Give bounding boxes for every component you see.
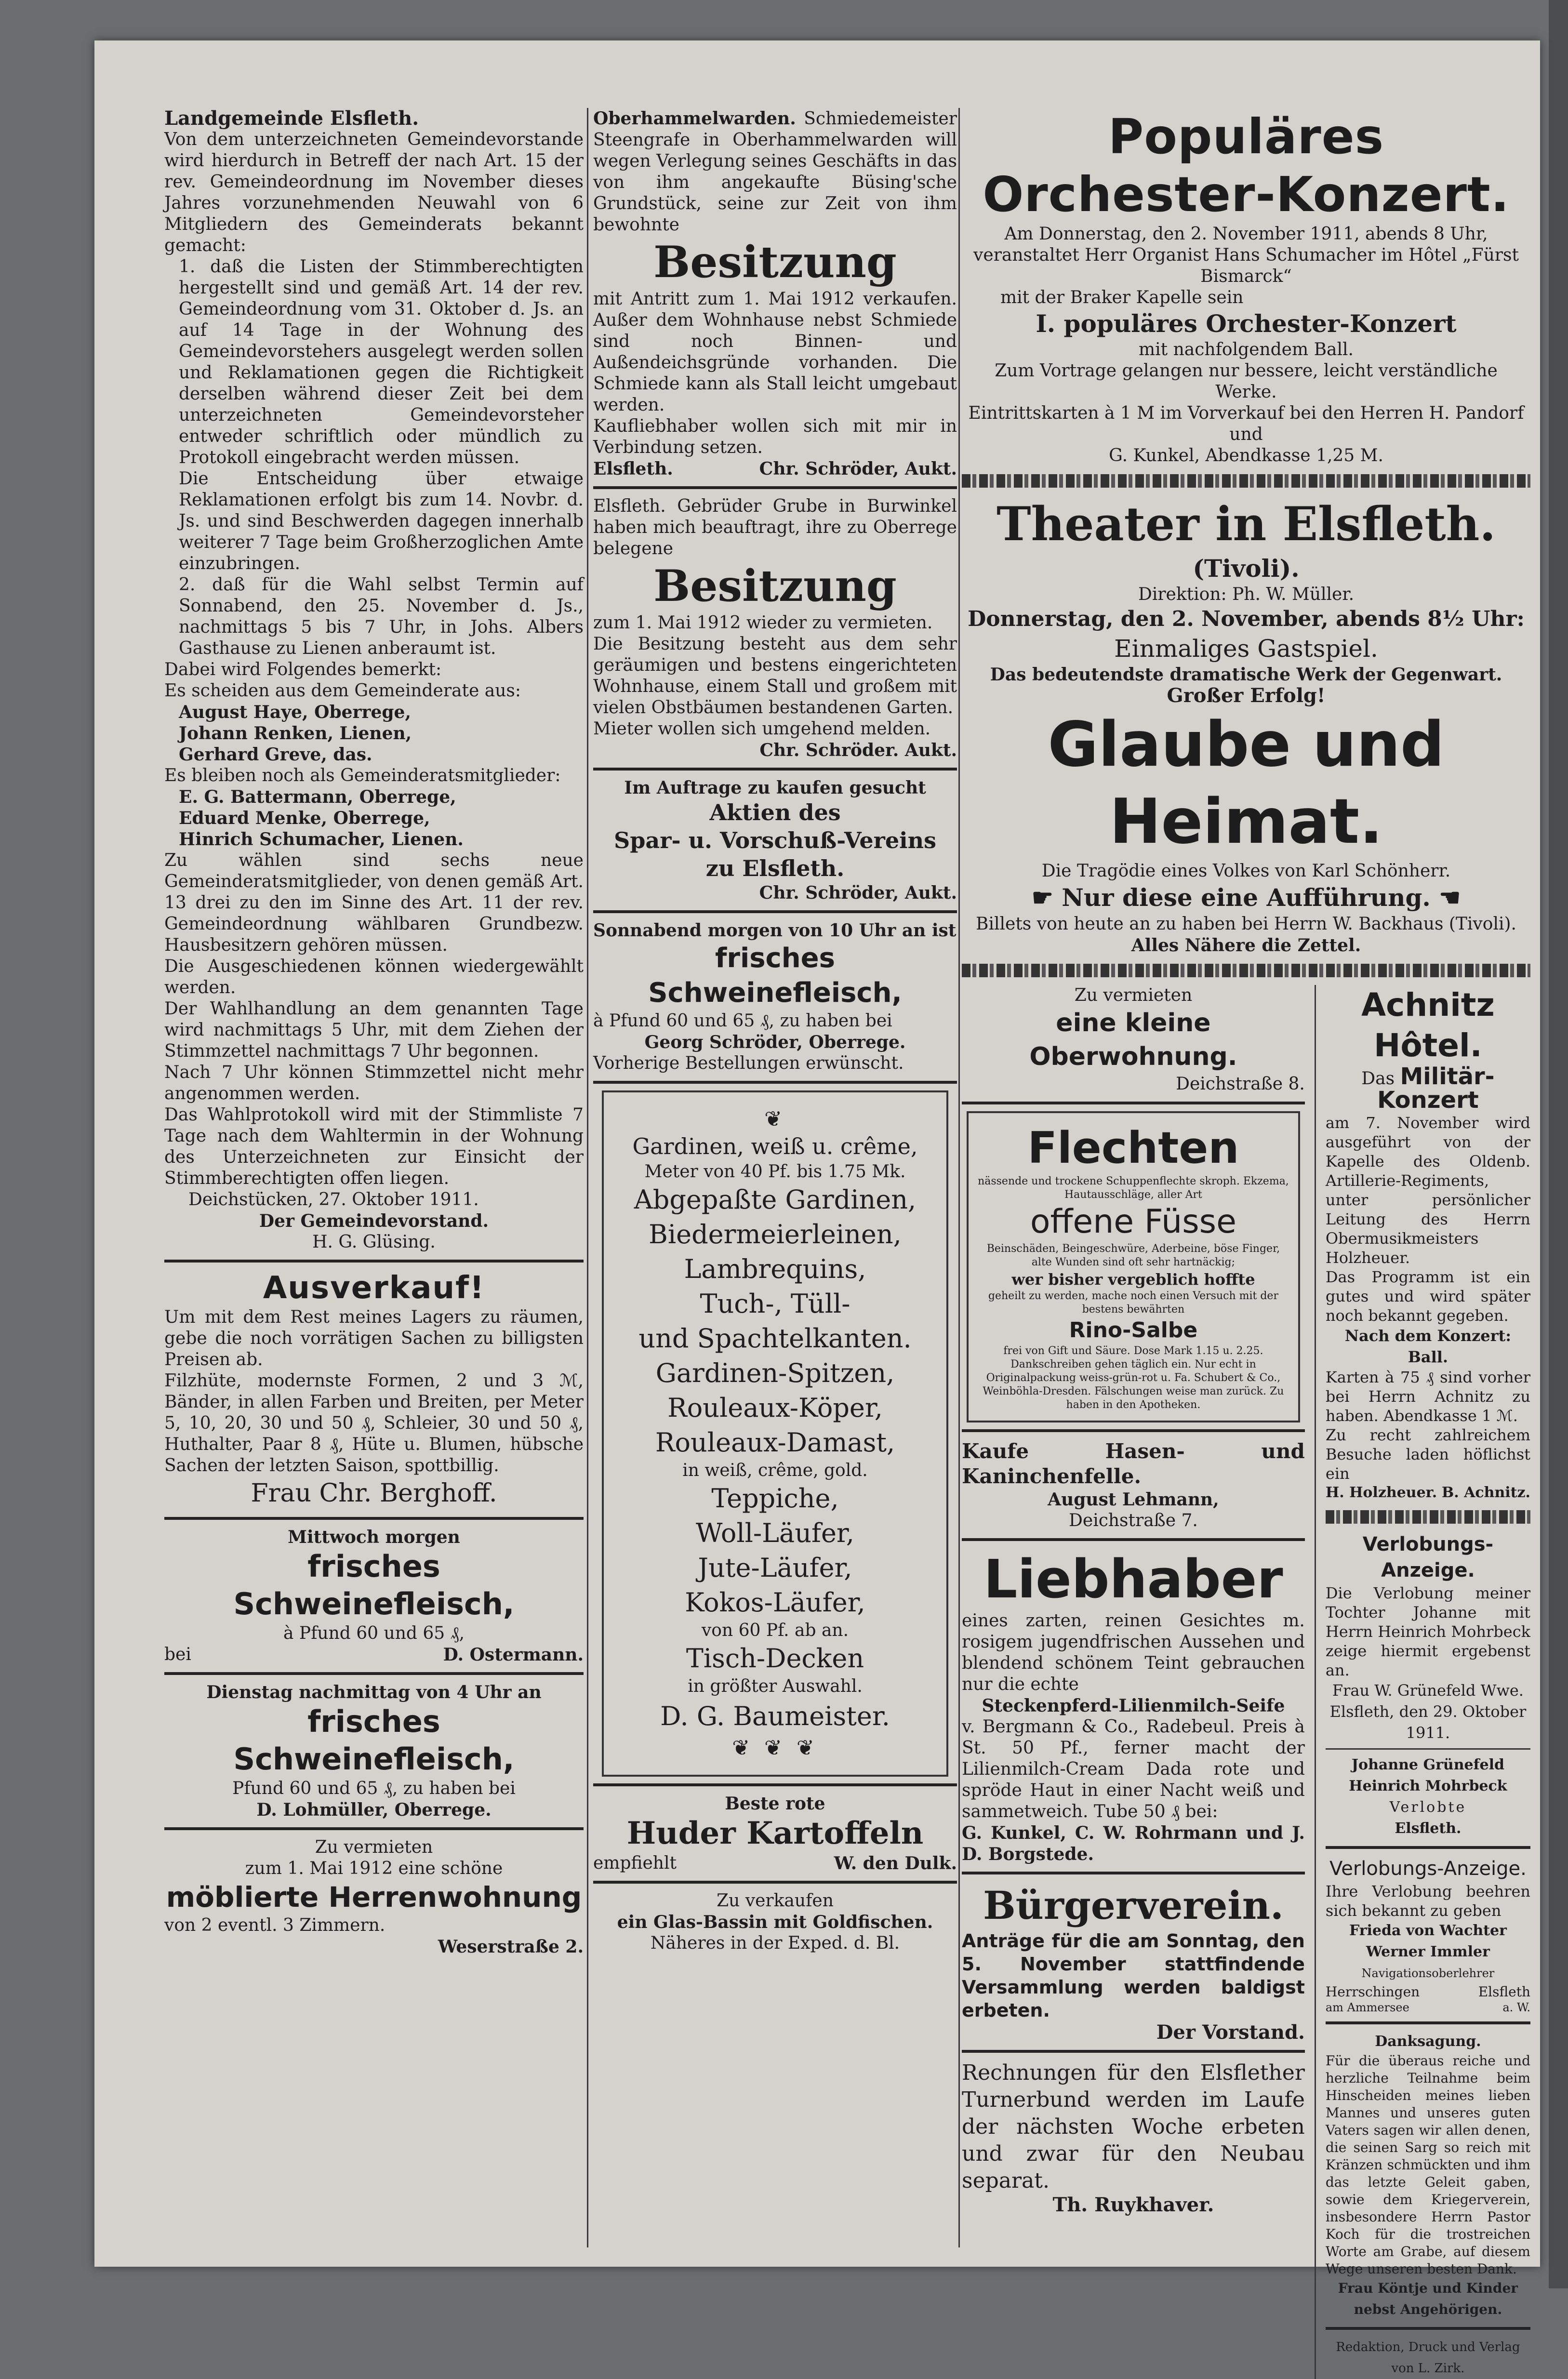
ad-title: Besitzung — [653, 560, 897, 611]
notice-item: 1. daß die Listen der Stimmberechtigten hergestellt sind und gemäß Art. 14 der rev. Gemeindeordnung vom 31. Oktober d. Js. an auf 14 Tage in der Wohnung des Gemeindevorstehers ausgelegt werden sollen und Reklamationen gegen die Richtigkeit derselben während dieser Zeit bei dem unterzeichneten Gemeindevorsteher entweder schriftlich oder mündlich zu Protokoll eingebracht werden müssen. — [179, 257, 584, 467]
divider — [1326, 2327, 1530, 2330]
ad-address: Deichstraße 7. — [1069, 1511, 1198, 1530]
divider — [164, 1672, 584, 1675]
ad-text: Ihre Verlobung beehren sich bekannt zu geben — [1325, 1882, 1530, 1920]
ad-text: empfiehlt — [593, 1853, 677, 1873]
curtain-line: Gardinen-Spitzen, — [655, 1358, 895, 1388]
curtain-line: Tisch-Decken — [686, 1643, 864, 1674]
curtain-line: von 60 Pf. ab an. — [701, 1621, 849, 1640]
ad-heading: Zu verkaufen — [717, 1891, 834, 1911]
ad-text: Rechnungen für den Elsflether Turnerbund werden im Laufe der nächsten Woche erbeten und zwar für den Neubau separat. — [962, 2060, 1305, 2193]
ad-text: Für die überaus reiche und herzliche Teilnahme beim Hinscheiden meines lieben Mannes und unseres guten Vaters sagen wir allen denen, die seinen Sarg so reich mit Kränzen schmückten und ihm das letzte Geleit gaben, sowie dem Kriegerverein, insbesondere Herrn Pastor Koch für die trostreichen Worte am Grabe, auf diesem Wege unseren besten Dank. — [1325, 2053, 1530, 2277]
ad-text: à Pfund 60 und 65 ₰, — [283, 1623, 465, 1643]
ad-text: Um mit dem Rest meines Lagers zu räumen, gebe die noch vorrätigen Sachen zu billigsten Preisen ab. — [164, 1307, 584, 1369]
ad-text: Herrschingen — [1325, 1984, 1420, 2000]
ad-text: Elsfleth. Gebrüder Grube in Burwinkel haben mich beauftragt, ihre zu Oberrege belegene — [593, 496, 957, 558]
ad-text: bei — [164, 1645, 191, 1664]
imprint: Redaktion, Druck und Verlag von L. Zirk. — [1336, 2340, 1520, 2376]
concert-text: Eintrittskarten à 1 M im Vorverkauf bei den Herren H. Pandorf und — [968, 403, 1524, 444]
ad-text: von 2 eventl. 3 Zimmern. — [164, 1915, 385, 1935]
ad-title: Militär-Konzert — [1377, 1063, 1495, 1114]
curtain-line: in weiß, crême, gold. — [682, 1461, 868, 1480]
column-right — [962, 108, 1530, 2376]
ad-title: Spar- u. Vorschuß-Vereins — [614, 827, 936, 853]
curtain-line: Jute-Läufer, — [698, 1553, 852, 1583]
ad-signature: Chr. Schröder, Aukt. — [759, 459, 957, 479]
notice-signer: Der Gemeindevorstand. — [259, 1211, 489, 1231]
ad-heading: Zu vermieten — [1074, 985, 1193, 1005]
ad-title: Ausverkauf! — [263, 1270, 485, 1306]
ad-text: Elsfleth, den 29. Oktober 1911. — [1329, 1702, 1527, 1742]
ad-title: Steckenpferd-Lilienmilch-Seife — [982, 1696, 1285, 1716]
notice-text: Die Ausgeschiedenen können wiedergewählt werden. — [164, 957, 584, 997]
curtain-line: und Spachtelkanten. — [638, 1323, 912, 1354]
ad-title: frisches Schweinefleisch, — [233, 1549, 515, 1621]
pointing-hand-icon: ☚ — [1430, 883, 1461, 912]
ad-title: frisches Schweinefleisch, — [648, 943, 902, 1009]
ad-text: Anträge für die am Sonntag, den 5. November stattfindende Versammlung werden baldigst erbeten. — [962, 1930, 1305, 2021]
notice-item: Die Entscheidung über etwaige Reklamationen erfolgt bis zum 14. Novbr. d. Js. und sind Beschwerden dagegen innerhalb weiterer 7 Tage beim Großherzoglichen Amte einzubringen. — [179, 469, 584, 573]
pointing-hand-icon: ☛ — [1031, 883, 1062, 912]
divider — [962, 1429, 1305, 1432]
ad-text: Zu recht zahlreichem Besuche laden höflichst ein — [1325, 1426, 1530, 1483]
concert-text: mit nachfolgendem Ball. — [1139, 340, 1354, 359]
ornament-band — [962, 474, 1530, 488]
ad-text: Sonnabend morgen von 10 Uhr an ist — [593, 920, 957, 941]
ad-address: Deichstraße 8. — [1176, 1074, 1305, 1094]
divider — [593, 1881, 957, 1884]
concert-text: veranstaltet Herr Organist Hans Schumacher im Hôtel „Fürst Bismarck“ — [973, 245, 1519, 286]
newspaper-page — [94, 40, 1540, 2376]
notice-signer-name: H. G. Glüsing. — [312, 1232, 436, 1252]
divider — [164, 1827, 584, 1830]
theater-text: Großer Erfolg! — [1167, 684, 1326, 707]
column-left — [164, 108, 584, 2247]
ad-text: zum 1. Mai 1912 eine schöne — [245, 1859, 503, 1878]
subcolumn-left — [962, 985, 1305, 2379]
name-entry: Gerhard Greve, das. — [179, 744, 372, 765]
ad-signature: H. Holzheuer. — [1325, 1484, 1437, 1501]
ad-name: G. Kunkel, C. W. Rohrmann und J. D. Borgstede. — [962, 1823, 1305, 1864]
curtain-line: Meter von 40 Pf. bis 1.75 Mk. — [644, 1162, 906, 1182]
ad-title: Flechten — [1027, 1123, 1239, 1173]
divider — [593, 768, 957, 771]
ad-title: Kaufe Hasen- und Kaninchenfelle. — [962, 1439, 1305, 1488]
curtain-line: Woll-Läufer, — [696, 1518, 854, 1548]
ad-signature: Chr. Schröder, Aukt. — [759, 883, 957, 903]
ad-name: August Lehmann, — [1048, 1489, 1219, 1510]
ad-text: Im Auftrage zu kaufen gesucht — [624, 778, 926, 798]
divider — [962, 1872, 1305, 1874]
notice-text: Zu wählen sind sechs neue Gemeinderatsmitglieder, von denen gemäß Art. 13 drei zu den im Sinne des Art. 11 der rev. Gemeindeordnung wählbaren Grundbezw. Hausbesitzern gehören müssen. — [164, 851, 584, 955]
ad-signature: B. Achnitz. — [1441, 1484, 1530, 1501]
ad-signature: Chr. Schröder. Aukt. — [759, 740, 957, 760]
divider — [962, 1102, 1305, 1104]
concert-subtitle: I. populäres Orchester-Konzert — [1036, 309, 1457, 338]
curtain-line: Kokos-Läufer, — [685, 1587, 865, 1618]
salve-ad — [967, 1111, 1300, 1422]
theater-text: Billets von heute an zu haben bei Herrn W. Backhaus (Tivoli). — [976, 914, 1516, 934]
curtain-line: Rouleaux-Damast, — [655, 1427, 895, 1458]
column-rule — [587, 108, 588, 2247]
ad-text: à Pfund 60 und 65 ₰, zu haben bei — [593, 1011, 892, 1031]
ad-text: wer bisher vergeblich hoffte — [1011, 1270, 1255, 1289]
theater-text: Nur diese eine Aufführung. — [1062, 883, 1431, 912]
ad-title: möblierte Herrenwohnung — [166, 1881, 582, 1914]
ad-heading: Zu vermieten — [315, 1837, 433, 1857]
ad-name: Heinrich Mohrbeck — [1349, 1778, 1507, 1794]
name-entry: E. G. Battermann, Oberrege, — [179, 787, 456, 807]
scanner-edge — [1549, 0, 1568, 2288]
divider — [1326, 1748, 1530, 1750]
ad-title: Aktien des — [709, 799, 841, 825]
curtain-signature: D. G. Baumeister. — [660, 1701, 890, 1731]
divider — [962, 1538, 1305, 1541]
ad-address: Weserstraße 2. — [438, 1937, 584, 1957]
ad-text: Schmiedemeister Steengrafe in Oberhammelwarden will wegen Verlegung seines Geschäfts in das von ihm angekaufte Büsing'sche Grundstück, seine zur Zeit von ihm bewohnte — [593, 109, 957, 235]
ad-text: Elsfleth — [1478, 1984, 1530, 2000]
ad-signature: Frau Köntje und Kinder — [1338, 2280, 1518, 2296]
ad-text: Kaufliebhaber wollen sich mit mir in Verbindung setzen. — [593, 416, 957, 457]
ad-text: nässende und trockene Schuppenflechte skroph. Ekzema, Hautausschläge, aller Art — [978, 1175, 1289, 1201]
divider — [164, 1260, 584, 1263]
ad-title: Liebhaber — [983, 1548, 1283, 1610]
ad-text: Pfund 60 und 65 ₰, zu haben bei — [232, 1779, 516, 1798]
subcolumn-right — [1326, 985, 1530, 2379]
ornament-band — [1326, 1510, 1530, 1524]
theater-text: Einmaliges Gastspiel. — [1114, 635, 1378, 663]
name-entry: Eduard Menke, Oberrege, — [179, 808, 430, 828]
ornament: ❦ ❦ ❦ — [732, 1736, 818, 1760]
notice-text: Das Wahlprotokoll wird mit der Stimmliste 7 Tage nach dem Wahltermin in der Wohnung des Unterzeichneten zur Einsicht der Stimmberechtigten offen liegen. — [164, 1105, 584, 1188]
column-rule — [958, 108, 960, 2247]
divider — [593, 1081, 957, 1084]
column-middle — [593, 108, 957, 2247]
ad-text: geheilt zu werden, mache noch einen Versuch mit der bestens bewährten — [988, 1290, 1278, 1316]
ad-name: Frieda von Wachter — [1349, 1922, 1507, 1939]
ad-text: Beste rote — [725, 1794, 825, 1814]
name-entry: Hinrich Schumacher, Lienen. — [179, 829, 464, 850]
ad-signature: Frau W. Grünefeld Wwe. — [1332, 1681, 1524, 1700]
ad-title: eine kleine Oberwohnung. — [1029, 1009, 1237, 1071]
notice-intro: Von dem unterzeichneten Gemeindevorstande wird hierdurch in Betreff der nach Art. 15 der rev. Gemeindeordnung im November dieses Jahres vorzunehmenden Neuwahl von 6 Mitgliedern des Gemeinderats bekannt gemacht: — [164, 130, 584, 255]
divider — [962, 2050, 1305, 2053]
theater-title: Theater in Elsfleth. — [997, 497, 1496, 551]
ad-signature: nebst Angehörigen. — [1354, 2301, 1502, 2317]
ad-title: offene Füsse — [1030, 1203, 1236, 1241]
ad-name: D. Ostermann. — [443, 1645, 584, 1665]
concert-text: Zum Vortrage gelangen nur bessere, leicht verständliche Werke. — [995, 361, 1498, 402]
notice-date: Deichstücken, 27. Oktober 1911. — [188, 1190, 479, 1209]
concert-title: Populäres Orchester-Konzert. — [983, 108, 1510, 223]
divider — [593, 910, 957, 913]
ad-place: Elsfleth. — [593, 459, 673, 479]
ad-title: Huder Kartoffeln — [626, 1815, 924, 1851]
concert-text: mit der Braker Kapelle sein — [1000, 288, 1244, 307]
curtain-line: Rouleaux-Köper, — [667, 1393, 883, 1423]
curtain-line: Abgepaßte Gardinen, — [634, 1184, 917, 1215]
name-entry: Johann Renken, Lienen, — [179, 723, 412, 744]
concert-text: G. Kunkel, Abendkasse 1,25 M. — [1109, 446, 1383, 465]
ad-title: zu Elsfleth. — [705, 855, 845, 881]
ad-text: zum 1. Mai 1912 wieder zu vermieten. — [593, 613, 933, 633]
ad-name: D. Lohmüller, Oberrege. — [256, 1800, 492, 1820]
ad-title: Rino-Salbe — [1069, 1318, 1198, 1342]
ad-text: mit Antritt zum 1. Mai 1912 verkaufen. Außer dem Wohnhause nebst Schmiede sind noch Binnen- und Außendeichsgründe vorhanden. Die Schmiede kann als Stall leicht umgebaut werden. — [593, 289, 957, 415]
concert-text: Am Donnerstag, den 2. November 1911, abends 8 Uhr, — [1004, 224, 1488, 244]
ad-text: am 7. November wird ausgeführt von der Kapelle des Oldenb. Artillerie-Regiments, unter persönlicher Leitung des Herrn Obermusikmeisters Holzheuer. — [1325, 1114, 1530, 1267]
ad-text: Navigationsoberlehrer — [1361, 1967, 1495, 1980]
notice-text: Dabei wird Folgendes bemerkt: — [164, 660, 442, 679]
notice-text: Es bleiben noch als Gemeinderatsmitglieder: — [164, 766, 561, 785]
ad-text: Vorherige Bestellungen erwünscht. — [593, 1053, 904, 1073]
theater-text: Das bedeutendste dramatische Werk der Gegenwart. — [990, 665, 1502, 685]
ad-signature: Th. Ruykhaver. — [1052, 2193, 1214, 2216]
divider — [1326, 1846, 1530, 1849]
ad-text: eines zarten, reinen Gesichtes m. rosigem jugendfrischen Aussehen und blendend schönem Teint gebrauchen nur die echte — [962, 1611, 1305, 1694]
theater-date: Donnerstag, den 2. November, abends 8½ Uhr: — [968, 607, 1525, 631]
ad-text: Elsfleth. — [1395, 1820, 1462, 1837]
ad-text: a. W. — [1502, 2001, 1530, 2014]
theater-text: Die Tragödie eines Volkes von Karl Schönherr. — [1041, 861, 1451, 881]
curtain-line: in größter Auswahl. — [688, 1676, 863, 1696]
ad-text: v. Bergmann & Co., Radebeul. Preis à St. 50 Pf., ferner macht der Lilienmilch-Cream Dada rote und spröde Haut in einer Nacht weiß und sammetweich. Tube 50 ₰ bei: — [962, 1717, 1305, 1821]
theater-text: Direktion: Ph. W. Müller. — [1138, 585, 1355, 604]
ad-text: Dienstag nachmittag von 4 Uhr an — [206, 1682, 542, 1702]
ad-text: Die Besitzung besteht aus dem sehr geräumigen und bestens eingerichteten Wohnhause, einem Stall und großem mit vielen Obstbäumen bestandenen Garten. — [593, 634, 957, 718]
column-rule — [1315, 985, 1316, 2379]
ad-title: Bürgerverein. — [983, 1883, 1284, 1928]
ad-text: frei von Gift und Säure. Dose Mark 1.15 u. 2.25. Dankschreiben gehen täglich ein. Nur echt in Originalpackung weiss-grün-rot u. Fa. Schubert & Co., Weinböhla-Dresden. Fälschungen weise man zurück. Zu haben in den Apotheken. — [983, 1345, 1284, 1411]
curtain-line: Gardinen, weiß u. crême, — [632, 1133, 918, 1159]
ad-text: Die Verlobung meiner Tochter Johanne mit Herrn Heinrich Mohrbeck zeige hiermit ergebenst an. — [1325, 1584, 1530, 1679]
ad-text: Das Programm ist ein gutes und wird später noch bekannt gegeben. — [1325, 1268, 1530, 1325]
ad-signature: Der Vorstand. — [1156, 2021, 1305, 2044]
ad-text: Näheres in der Exped. d. Bl. — [650, 1933, 900, 1953]
ad-name: Werner Immler — [1366, 1943, 1490, 1960]
divider — [593, 486, 957, 489]
ad-title: Besitzung — [653, 237, 897, 288]
curtain-line: Biedermeierleinen, — [649, 1219, 902, 1249]
ad-text: Mieter wollen sich umgehend melden. — [593, 719, 931, 739]
ad-title: Verlobungs-Anzeige. — [1329, 1858, 1527, 1880]
theater-text: Alles Nähere die Zettel. — [1131, 935, 1361, 956]
play-title: Glaube und Heimat. — [1048, 709, 1445, 858]
divider — [593, 1783, 957, 1786]
curtain-line: Teppiche, — [711, 1483, 839, 1514]
ad-text: Mittwoch morgen — [288, 1527, 460, 1547]
ad-title: Achnitz Hôtel. — [1361, 986, 1495, 1064]
ad-text: am Ammersee — [1325, 2001, 1409, 2014]
ad-name: W. den Dulk. — [834, 1853, 957, 1874]
theater-venue: (Tivoli). — [1193, 554, 1300, 583]
name-entry: August Haye, Oberrege, — [179, 702, 411, 722]
ornament: ❦ — [764, 1107, 786, 1131]
ad-text: Das — [1361, 1069, 1395, 1089]
ad-text: Beinschäden, Beingeschwüre, Aderbeine, böse Finger, alte Wunden sind oft sehr hartnäckig; — [986, 1243, 1280, 1268]
notice-title: Landgemeinde Elsfleth. — [164, 107, 419, 130]
curtain-line: Lambrequins, — [684, 1254, 866, 1284]
ad-text: Verlobte — [1389, 1799, 1467, 1816]
ad-title: frisches Schweinefleisch, — [233, 1704, 515, 1777]
ornament-band — [962, 964, 1530, 977]
notice-text: Der Wahlhandlung an dem genannten Tage wird nachmittags 5 Uhr, mit dem Ziehen der Stimmzettel nachmittags 7 Uhr begonnen. — [164, 999, 584, 1061]
notice-text: Nach 7 Uhr können Stimmzettel nicht mehr angenommen werden. — [164, 1063, 584, 1103]
curtain-line: Tuch-, Tüll- — [700, 1289, 850, 1319]
ad-text: Filzhüte, modernste Formen, 2 und 3 ℳ, Bänder, in allen Farben und Breiten, per Meter 5, 10, 20, 30 und 50 ₰, Schleier, 30 und 50 ₰, Huthalter, Paar 8 ₰, Hüte u. Blumen, hübsche Sachen der letzten Saison, spottbillig. — [164, 1371, 584, 1475]
curtain-ad — [602, 1090, 948, 1777]
notice-text: Es scheiden aus dem Gemeinderate aus: — [164, 681, 521, 701]
ad-text: Karten à 75 ₰ sind vorher bei Herrn Achnitz zu haben. Abendkasse 1 ℳ. — [1325, 1368, 1530, 1425]
notice-item: 2. daß für die Wahl selbst Termin auf Sonnabend, den 25. November d. Js., nachmittags 5 bis 7 Uhr, in Johs. Albers Gasthause zu Lienen anberaumt ist. — [179, 575, 584, 658]
ad-text: ein Glas-Bassin mit Goldfischen. — [617, 1912, 933, 1932]
ad-signature: Frau Chr. Berghoff. — [251, 1479, 497, 1508]
divider — [1326, 2021, 1530, 2024]
ad-title: Verlobungs-Anzeige. — [1362, 1533, 1494, 1582]
ad-name: Johanne Grünefeld — [1351, 1756, 1504, 1773]
ad-place: Oberhammelwarden. — [593, 108, 796, 129]
ad-text: Nach dem Konzert: Ball. — [1344, 1327, 1512, 1366]
divider — [164, 1517, 584, 1520]
ad-name: Georg Schröder, Oberrege. — [644, 1032, 906, 1052]
ad-title: Danksagung. — [1375, 2033, 1481, 2050]
